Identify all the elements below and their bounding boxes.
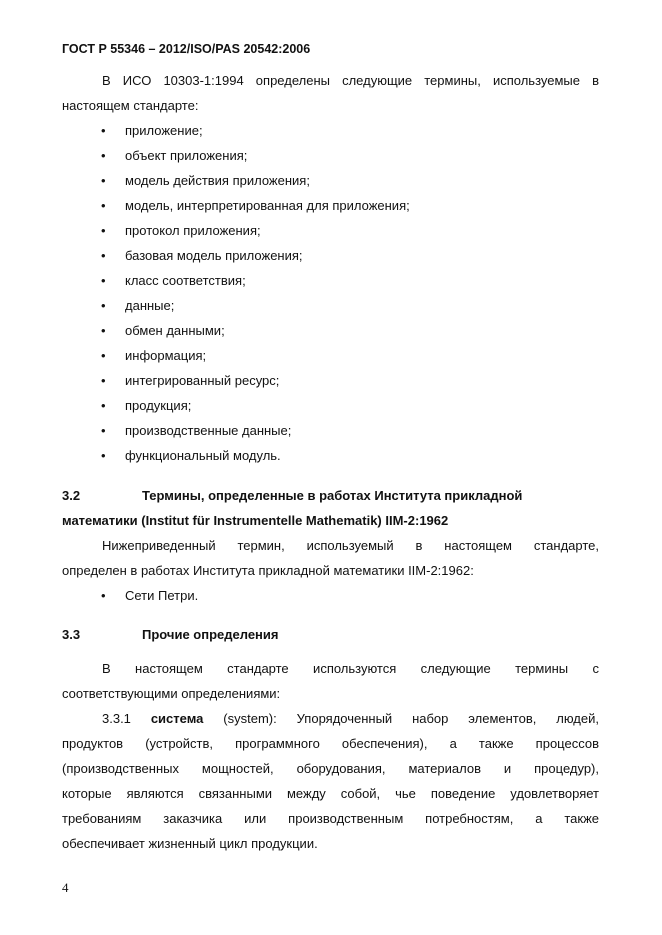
- section-3-2-para-line-1: Нижеприведенный термин, используемый в настоящем стандарте,: [102, 538, 599, 553]
- definition-3-3-1: [62, 706, 599, 856]
- list-item: • базовая модель приложения;: [62, 243, 599, 268]
- section-3-2-title-line-2: математики (Institut für Instrumentelle Mathematik) IIM-2:1962: [62, 513, 449, 528]
- section-3-3-number: 3.3: [62, 627, 81, 642]
- definition-line-5: требованиям заказчика или производственным потребностям, а также: [62, 811, 599, 826]
- list-item: • производственные данные;: [62, 418, 599, 443]
- section-3-2: [62, 483, 599, 608]
- section-3-3: [62, 622, 599, 647]
- document-header: ГОСТ Р 55346 – 2012/ISO/PAS 20542:2006: [62, 42, 311, 56]
- list-item: • Сети Петри.: [62, 583, 599, 608]
- definition-line-1: [62, 706, 599, 731]
- intro-line-1: В ИСО 10303-1:1994 определены следующие термины, используемые в: [102, 73, 599, 88]
- list-item: • модель, интерпретированная для приложения;: [62, 193, 599, 218]
- section-3-3-heading: [62, 622, 599, 647]
- terms-list: [62, 118, 599, 468]
- section-3-3-para-line-2: соответствующими определениями:: [62, 686, 281, 701]
- definition-number: 3.3.1: [102, 711, 131, 726]
- intro-line-2: настоящем стандарте:: [62, 98, 199, 113]
- intro-block: [62, 68, 599, 118]
- list-item: • функциональный модуль.: [62, 443, 599, 468]
- definition-line-4: которые являются связанными между собой, чье поведение удовлетворяет: [62, 786, 599, 801]
- list-item: • продукция;: [62, 393, 599, 418]
- list-item: • протокол приложения;: [62, 218, 599, 243]
- section-3-3-para: [62, 656, 599, 706]
- section-3-3-title: Прочие определения: [142, 627, 279, 642]
- list-item: • приложение;: [62, 118, 599, 143]
- list-item: • информация;: [62, 343, 599, 368]
- section-3-2-number: 3.2: [62, 488, 81, 503]
- definition-term: система: [150, 711, 204, 726]
- definition-line-2: продуктов (устройств, программного обеспечения), а также процессов: [62, 736, 599, 751]
- page-number: 4: [62, 880, 69, 895]
- list-item: • класс соответствия;: [62, 268, 599, 293]
- list-item: • модель действия приложения;: [62, 168, 599, 193]
- section-3-2-para-line-2: определен в работах Института прикладной математики IIM-2:1962:: [62, 563, 474, 578]
- definition-text-1: (system): Упорядоченный набор элементов, людей,: [203, 711, 599, 726]
- list-item: • данные;: [62, 293, 599, 318]
- section-3-3-para-line-1: В настоящем стандарте используются следующие термины с: [102, 661, 599, 676]
- definition-line-6: обеспечивает жизненный цикл продукции.: [62, 836, 318, 851]
- list-item: • обмен данными;: [62, 318, 599, 343]
- list-item: • интегрированный ресурс;: [62, 368, 599, 393]
- section-3-2-heading: [62, 483, 599, 508]
- section-3-2-terms: [62, 583, 599, 608]
- definition-line-3: (производственных мощностей, оборудования, материалов и процедур),: [62, 761, 599, 776]
- section-3-2-title-line-1: Термины, определенные в работах Института прикладной: [142, 488, 523, 503]
- list-item: • объект приложения;: [62, 143, 599, 168]
